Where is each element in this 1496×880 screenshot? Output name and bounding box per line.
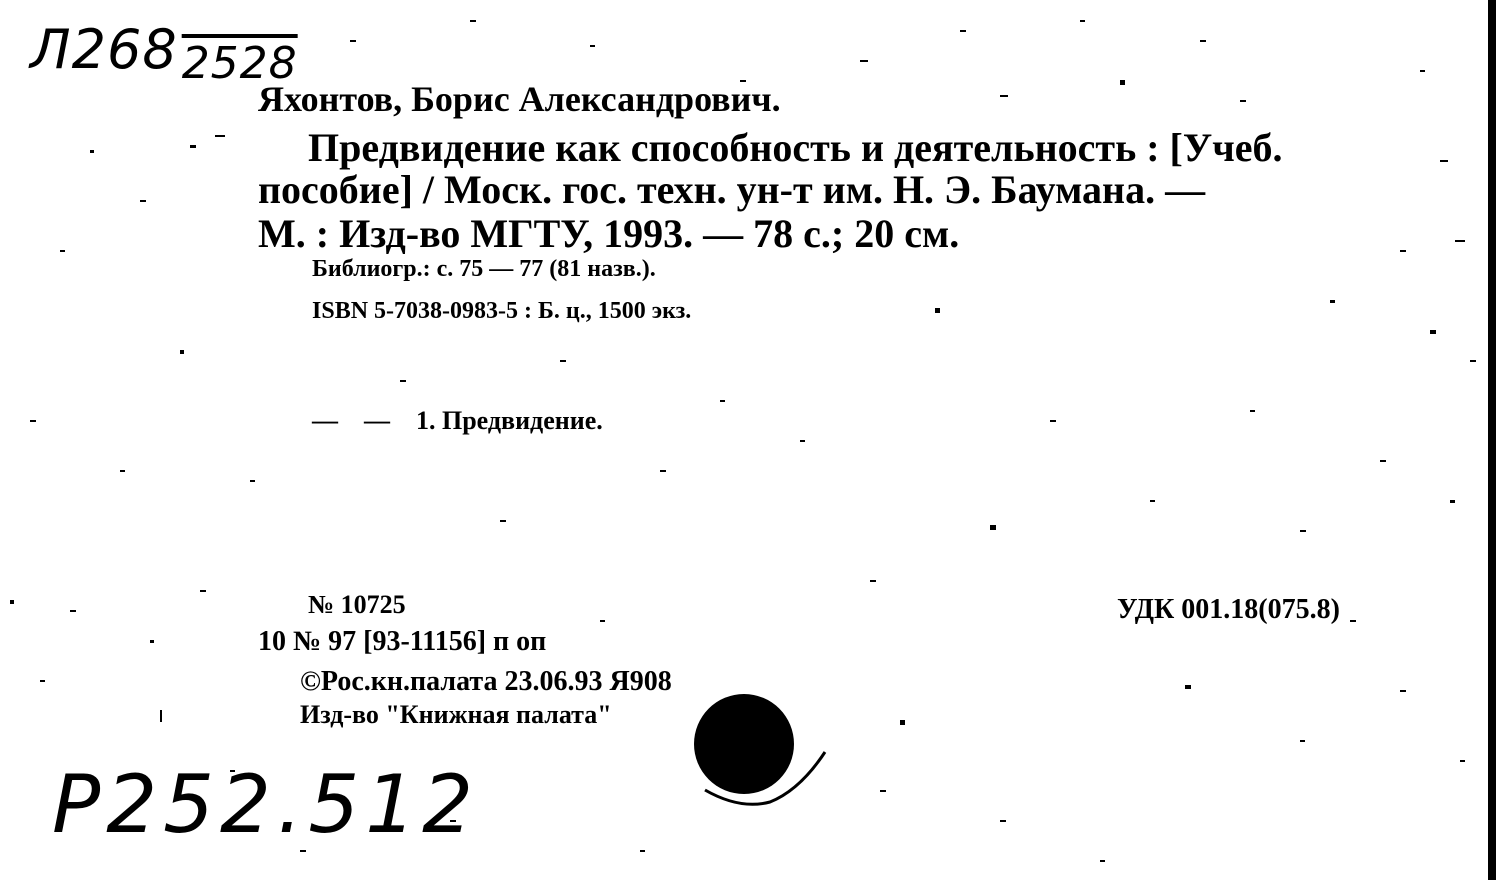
title-line-1: Предвидение как способность и деятельность : [Учеб. [308, 125, 1283, 170]
author-heading: Яхонтов, Борис Александрович. [258, 79, 781, 119]
handwritten-call-number-main: Л268 [30, 18, 178, 81]
imprint-line: М. : Изд-во МГТУ, 1993. — 78 с.; 20 см. [258, 211, 960, 256]
handwritten-call-number-sub: 2528 [181, 38, 298, 89]
subject-dash-1: — [312, 406, 338, 435]
subject-tracing [312, 406, 603, 436]
bibliography-note: Библиогр.: с. 75 — 77 (81 назв.). [312, 256, 656, 282]
udk-classification: УДК 001.18(075.8) [1117, 594, 1340, 625]
copyright-line: ©Рос.кн.палата 23.06.93 Я908 [300, 666, 672, 697]
subject-heading: 1. Предвидение. [416, 406, 603, 435]
title-line-2: пособие] / Моск. гос. техн. ун-т им. Н. Э. Баумана. — [258, 167, 1206, 212]
pen-stroke [700, 740, 840, 820]
publisher-line: Изд-во "Книжная палата" [300, 700, 612, 729]
registration-number: 10 № 97 [93-11156] п оп [258, 626, 547, 657]
subject-dash-2: — [364, 406, 390, 435]
handwritten-shelf-mark: P252.512 [52, 758, 480, 851]
card-number: № 10725 [308, 590, 406, 619]
card-edge [1488, 0, 1496, 880]
isbn-line: ISBN 5-7038-0983-5 : Б. ц., 1500 экз. [312, 298, 692, 324]
